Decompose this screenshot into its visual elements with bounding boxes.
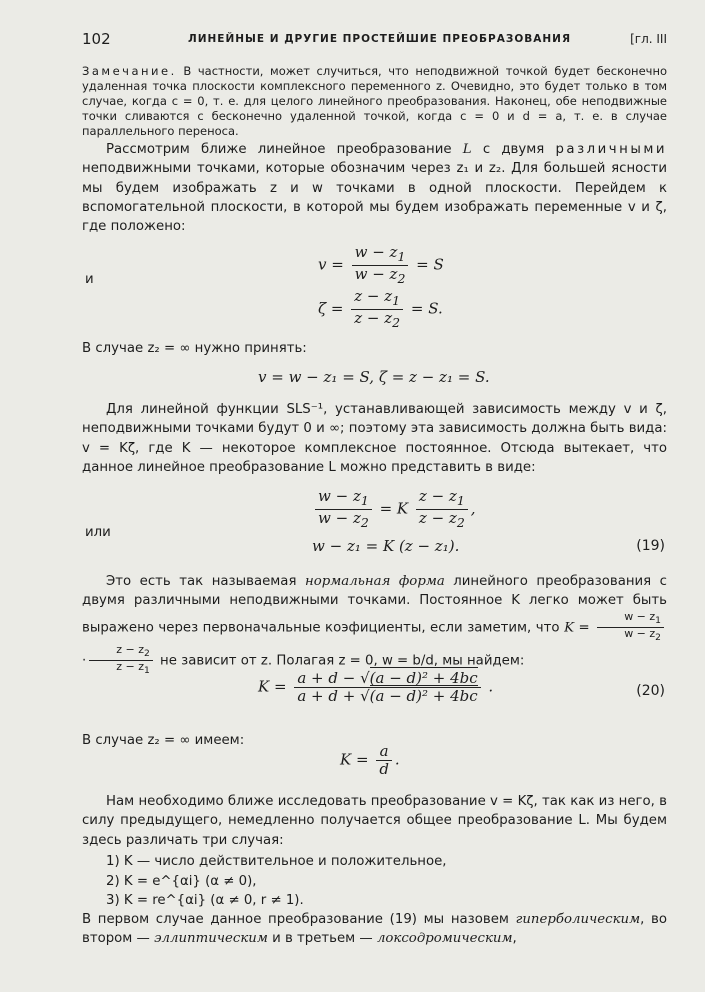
formula-19: w − z₁ = K (z − z₁). <box>312 537 460 555</box>
formula-zeta: ζ = $\frac{z - z_1}{z - z_2}$ = S. <box>318 287 443 330</box>
remark-paragraph <box>82 64 667 139</box>
equation-number-19: (19) <box>636 538 665 554</box>
word-or: или <box>85 525 111 540</box>
chapter-label: [гл. III <box>630 32 667 46</box>
emphasis-loxodromic: локсодромическим <box>376 931 513 947</box>
running-title: ЛИНЕЙНЫЕ И ДРУГИЕ ПРОСТЕЙШИЕ ПРЕОБРАЗОВАНИЯ <box>188 33 572 45</box>
emphasis-hyperbolic: гиперболическим <box>515 912 641 927</box>
page-header <box>82 30 667 52</box>
remark-label: Замечание. <box>82 64 177 78</box>
emphasis-normal-form: нормальная форма <box>304 574 445 589</box>
formula-v: v = $\frac{w - z_1}{w - z_2}$ = S <box>318 243 444 286</box>
paragraph-normal-form: Это есть так называемая нормальная форма линейного преобразования с двумя различными неподвижными точками. Постоянное K легко может быть выражено через первоначальные коэфициенты, если заметим, что K = $\frac{w - z_1}{w - z_2}$ · $\frac{z - z_2}{z - z_1}$ не зависит от z. Полагая z = 0, w = b/d, мы найдем: <box>82 574 667 677</box>
remark-text: В частности, может случиться, что неподвижной точкой будет бесконечно удаленная точка плоскости комплексного переменного z. Очевидно, это будет только в том случае, когда c = 0, т. е. для целого линейного преобразования. Наконец, обе неподвижные точки сливаются с бесконечно удаленной точкой, когда c = 0 и d = a, т. е. в случае параллельного переноса. <box>82 64 668 138</box>
inline-fraction: $\frac{w - z_1}{w - z_2}$ <box>597 611 664 644</box>
paragraph-classification: В первом случае данное преобразование (19) мы назовем гиперболическим, во втором — эллиптическим и в третьем — локсодромическим, <box>82 912 667 947</box>
paragraph-linear-function: Для линейной функции SLS⁻¹, устанавливающей зависимость между v и ζ, неподвижными точками будут 0 и ∞; поэтому эта зависимость должна быть вида: v = Kζ, где K — некоторое комплексное постоянное. Отсюда вытекает, что данное линейное преобразование L можно представить в виде: <box>82 402 667 475</box>
paragraph-fixed-points: Рассмотрим ближе линейное преобразование L с двумя различными неподвижными точками, которые обозначим через z₁ и z₂. Для большей ясности мы будем изображать z и w точками в одной плоскости. Перейдем к вспомогательной плоскости, в которой мы будем изображать переменные v и ζ, где положено: <box>82 142 668 235</box>
equation-number-20: (20) <box>636 683 665 699</box>
paragraph-three-cases: Нам необходимо ближе исследовать преобразование v = Kζ, так как из него, в силу предыдущего, немедленно получается общее преобразование L. Мы будем здесь различать три случая: <box>82 794 667 848</box>
emphasis-elliptic: эллиптическим <box>154 931 268 947</box>
cases-list <box>82 852 667 911</box>
formula-ratio: $\frac{w - z_1}{w - z_2}$ = K $\frac{z - z_1}{z - z_2}$ , <box>312 488 476 531</box>
formula-infinity-case: v = w − z₁ = S, ζ = z − z₁ = S. <box>258 368 490 386</box>
case-2: 2) K = e^{αi} (α ≠ 0), <box>106 873 257 889</box>
formula-20: K = $\frac{\text{a + d − √(a − d)² + 4bc}}{\text{a + d + √(a − d)² + 4bc}}$ . <box>258 669 494 705</box>
symbol-L: L <box>462 142 472 157</box>
paragraph-z2-infinity: В случае z₂ = ∞ нужно принять: <box>82 341 307 356</box>
page-number: 102 <box>82 30 111 48</box>
formula-K-a-over-d: K = $\frac{a}{d}$ . <box>340 742 400 778</box>
word-and: и <box>85 272 94 287</box>
case-3: 3) K = re^{αi} (α ≠ 0, r ≠ 1). <box>106 893 304 908</box>
case-1: 1) K — число действительное и положительное, <box>106 854 447 869</box>
paragraph-z2-infinity-K: В случае z₂ = ∞ имеем: <box>82 733 245 748</box>
